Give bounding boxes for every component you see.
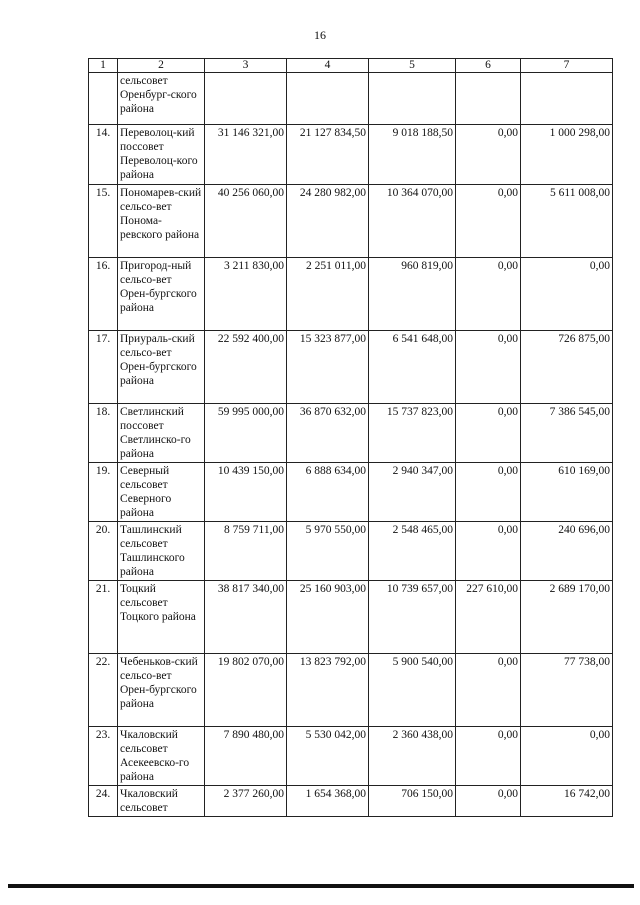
municipality-name: Тоцкий сельсовет Тоцкого района <box>118 581 205 654</box>
value-col4: 15 323 877,00 <box>287 331 369 404</box>
value-col3: 3 211 830,00 <box>205 258 287 331</box>
value-col5 <box>369 73 456 125</box>
table-row <box>89 463 613 522</box>
value-col6 <box>456 73 521 125</box>
row-number <box>89 73 118 125</box>
value-col7: 5 611 008,00 <box>521 185 613 258</box>
table-row <box>89 727 613 786</box>
value-col6: 0,00 <box>456 125 521 185</box>
column-header: 6 <box>456 59 521 73</box>
value-col4: 1 654 368,00 <box>287 786 369 817</box>
value-col7: 726 875,00 <box>521 331 613 404</box>
municipality-name: Светлинский поссовет Светлинско-го района <box>118 404 205 463</box>
row-number: 18. <box>89 404 118 463</box>
value-col6: 0,00 <box>456 463 521 522</box>
value-col4 <box>287 73 369 125</box>
value-col4: 5 530 042,00 <box>287 727 369 786</box>
municipality-name: Ташлинский сельсовет Ташлинского района <box>118 522 205 581</box>
municipality-name: Пригород-ный сельсо-вет Орен-бургского района <box>118 258 205 331</box>
value-col6: 0,00 <box>456 331 521 404</box>
column-header: 1 <box>89 59 118 73</box>
value-col3: 38 817 340,00 <box>205 581 287 654</box>
value-col4: 2 251 011,00 <box>287 258 369 331</box>
value-col3 <box>205 73 287 125</box>
value-col3: 40 256 060,00 <box>205 185 287 258</box>
municipality-name: Чебеньков-ский сельсо-вет Орен-бургского района <box>118 654 205 727</box>
municipality-name: Приураль-ский сельсо-вет Орен-бургского района <box>118 331 205 404</box>
row-number: 21. <box>89 581 118 654</box>
value-col5: 10 739 657,00 <box>369 581 456 654</box>
row-number: 24. <box>89 786 118 817</box>
table-row <box>89 185 613 258</box>
value-col7: 0,00 <box>521 258 613 331</box>
value-col5: 10 364 070,00 <box>369 185 456 258</box>
value-col5: 9 018 188,50 <box>369 125 456 185</box>
column-header: 2 <box>118 59 205 73</box>
value-col7 <box>521 73 613 125</box>
table-row <box>89 654 613 727</box>
value-col3: 8 759 711,00 <box>205 522 287 581</box>
column-header: 5 <box>369 59 456 73</box>
value-col3: 19 802 070,00 <box>205 654 287 727</box>
column-header: 7 <box>521 59 613 73</box>
table-row <box>89 581 613 654</box>
header-row <box>89 59 613 73</box>
column-header: 4 <box>287 59 369 73</box>
value-col6: 0,00 <box>456 727 521 786</box>
value-col5: 5 900 540,00 <box>369 654 456 727</box>
value-col3: 2 377 260,00 <box>205 786 287 817</box>
value-col3: 59 995 000,00 <box>205 404 287 463</box>
value-col7: 610 169,00 <box>521 463 613 522</box>
column-header: 3 <box>205 59 287 73</box>
municipality-name: Переволоц-кий поссовет Переволоц-кого района <box>118 125 205 185</box>
value-col4: 36 870 632,00 <box>287 404 369 463</box>
value-col6: 227 610,00 <box>456 581 521 654</box>
value-col5: 2 940 347,00 <box>369 463 456 522</box>
row-number: 22. <box>89 654 118 727</box>
value-col7: 1 000 298,00 <box>521 125 613 185</box>
value-col6: 0,00 <box>456 258 521 331</box>
municipality-name: Северный сельсовет Северного района <box>118 463 205 522</box>
table-row <box>89 73 613 125</box>
value-col6: 0,00 <box>456 404 521 463</box>
value-col6: 0,00 <box>456 786 521 817</box>
row-number: 16. <box>89 258 118 331</box>
value-col5: 2 548 465,00 <box>369 522 456 581</box>
value-col7: 77 738,00 <box>521 654 613 727</box>
table-row <box>89 404 613 463</box>
value-col5: 960 819,00 <box>369 258 456 331</box>
value-col5: 15 737 823,00 <box>369 404 456 463</box>
value-col3: 31 146 321,00 <box>205 125 287 185</box>
value-col7: 16 742,00 <box>521 786 613 817</box>
municipality-name: Пономарев-ский сельсо-вет Понома-ревского района <box>118 185 205 258</box>
value-col4: 13 823 792,00 <box>287 654 369 727</box>
value-col7: 7 386 545,00 <box>521 404 613 463</box>
value-col6: 0,00 <box>456 185 521 258</box>
value-col3: 22 592 400,00 <box>205 331 287 404</box>
table-row <box>89 331 613 404</box>
bottom-rule <box>8 884 634 888</box>
value-col4: 24 280 982,00 <box>287 185 369 258</box>
value-col5: 6 541 648,00 <box>369 331 456 404</box>
value-col5: 706 150,00 <box>369 786 456 817</box>
value-col3: 10 439 150,00 <box>205 463 287 522</box>
municipality-name: Чкаловский сельсовет Асекеевско-го района <box>118 727 205 786</box>
value-col6: 0,00 <box>456 654 521 727</box>
value-col5: 2 360 438,00 <box>369 727 456 786</box>
value-col7: 2 689 170,00 <box>521 581 613 654</box>
page-number: 16 <box>314 28 326 42</box>
municipality-name: сельсовет Оренбург-ского района <box>118 73 205 125</box>
table-row <box>89 522 613 581</box>
row-number: 15. <box>89 185 118 258</box>
value-col4: 6 888 634,00 <box>287 463 369 522</box>
value-col4: 21 127 834,50 <box>287 125 369 185</box>
row-number: 17. <box>89 331 118 404</box>
row-number: 23. <box>89 727 118 786</box>
municipality-name: Чкаловский сельсовет <box>118 786 205 817</box>
value-col7: 240 696,00 <box>521 522 613 581</box>
value-col7: 0,00 <box>521 727 613 786</box>
row-number: 14. <box>89 125 118 185</box>
row-number: 20. <box>89 522 118 581</box>
table-row <box>89 786 613 817</box>
value-col4: 25 160 903,00 <box>287 581 369 654</box>
value-col3: 7 890 480,00 <box>205 727 287 786</box>
value-col6: 0,00 <box>456 522 521 581</box>
table-row <box>89 125 613 185</box>
table-row <box>89 258 613 331</box>
row-number: 19. <box>89 463 118 522</box>
budget-table <box>88 58 613 817</box>
value-col4: 5 970 550,00 <box>287 522 369 581</box>
